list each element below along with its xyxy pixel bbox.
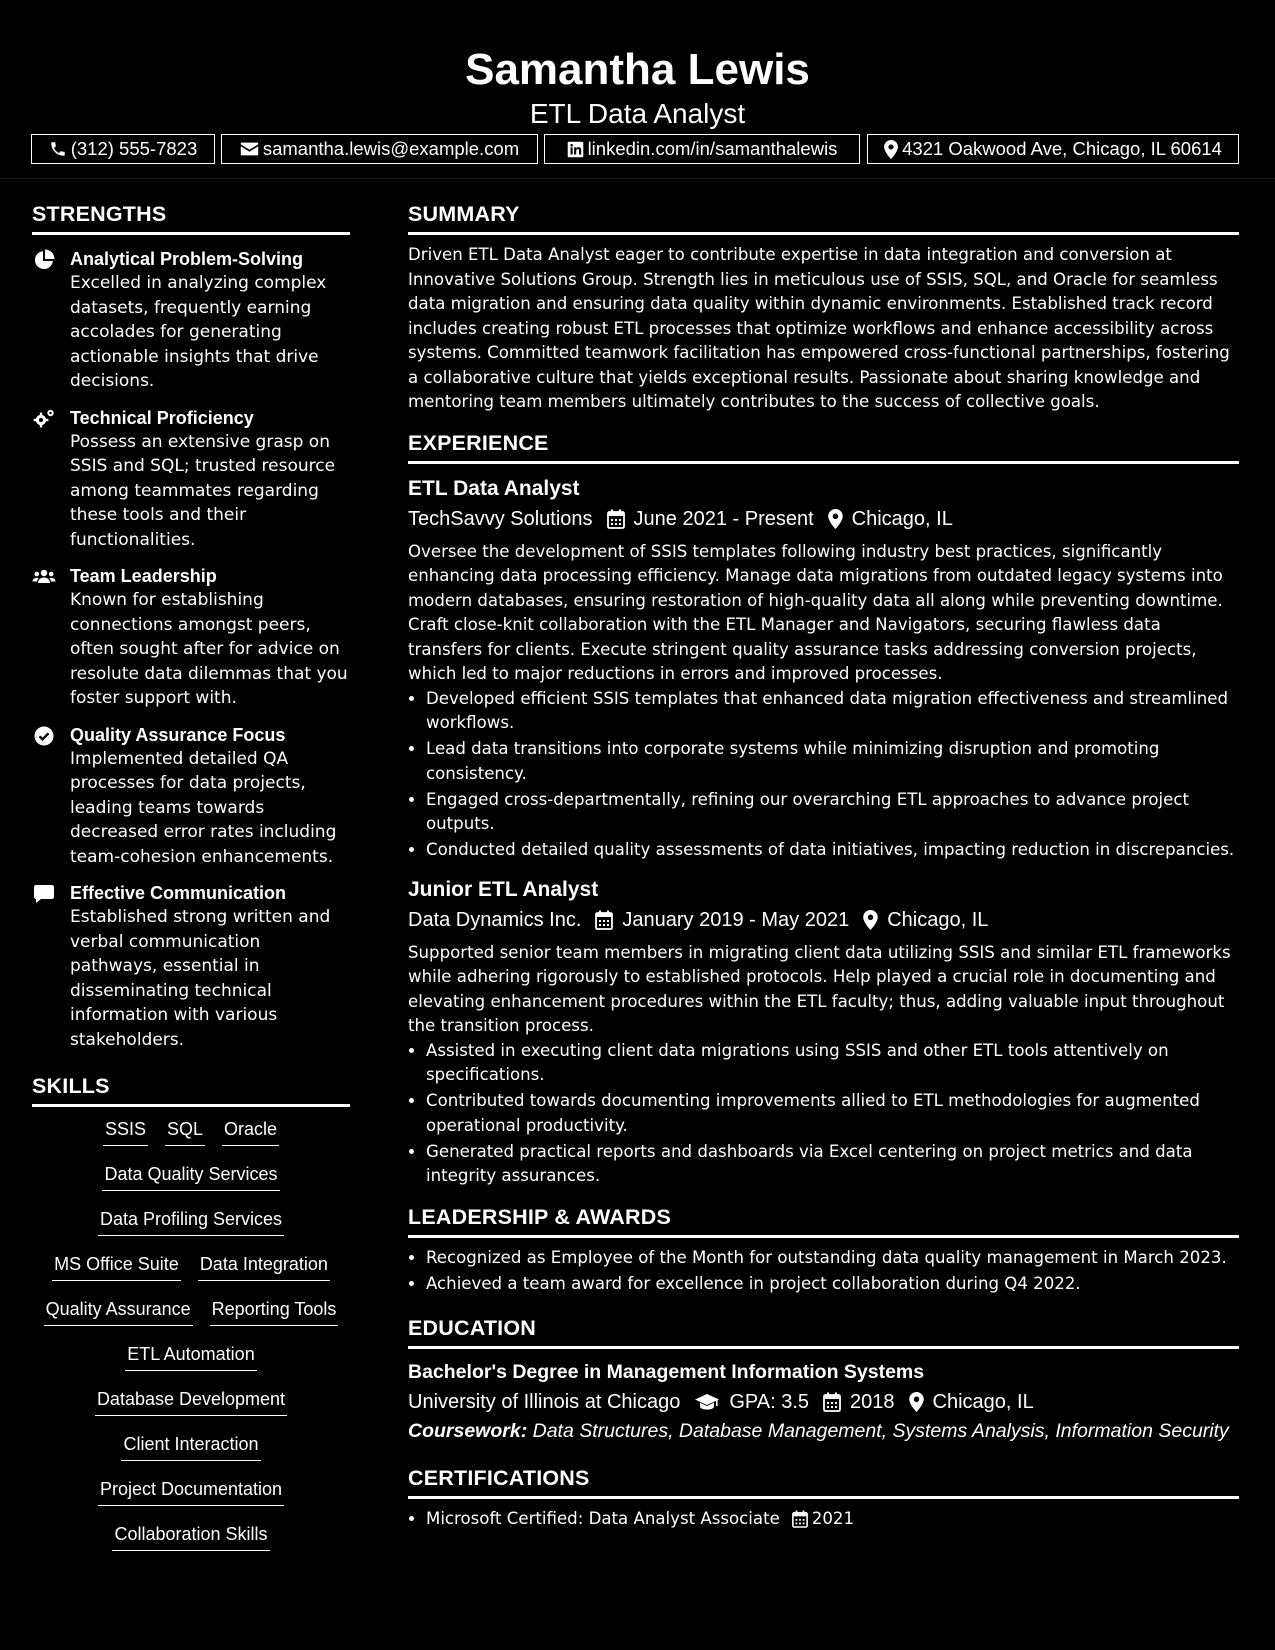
company-name: Data Dynamics Inc. xyxy=(408,908,582,931)
experience-heading: EXPERIENCE xyxy=(408,425,1239,464)
skill-tag: Collaboration Skills xyxy=(112,1522,269,1551)
job-meta xyxy=(408,504,1239,534)
strength-item xyxy=(32,881,350,1052)
strength-item xyxy=(32,247,350,394)
job-dates: January 2019 - May 2021 xyxy=(622,908,850,931)
skill-row xyxy=(32,1432,350,1477)
education-meta xyxy=(408,1387,1239,1417)
map-marker-icon xyxy=(828,509,843,529)
job-bullets xyxy=(408,1039,1239,1189)
job-title: ETL Data Analyst xyxy=(408,476,580,500)
envelope-icon xyxy=(240,141,259,157)
summary-text: Driven ETL Data Analyst eager to contribute expertise in data integration and conversion at Innovative Solutions Group. Strength lies in meticulous use of SSIS, SQL, and Oracle for seamless data migration and ensuring data quality within dynamic environments. Established track record includes creating robust ETL processes that optimize workflows and enhance accessibility across systems. Committed teamwork facilitation has empowered cross-functional partnerships, fostering a collaborative culture that yields exceptional results. Passionate about sharing knowledge and mentoring team members ultimately contributes to the success of collective goals. xyxy=(408,245,1230,411)
strength-text: Established strong written and verbal communication pathways, essential in disseminating technical information with various stakeholders. xyxy=(70,907,331,1050)
skill-tag: ETL Automation xyxy=(125,1342,256,1371)
strength-title: Technical Proficiency xyxy=(70,407,254,428)
education-heading: EDUCATION xyxy=(408,1310,1239,1349)
map-marker-icon xyxy=(863,910,878,930)
degree-title: Bachelor's Degree in Management Information Systems xyxy=(408,1361,925,1383)
skill-row xyxy=(32,1117,350,1162)
calendar-icon xyxy=(792,1510,808,1528)
skill-tag: Data Profiling Services xyxy=(98,1207,284,1236)
school-name: University of Illinois at Chicago xyxy=(408,1391,681,1413)
contact-address[interactable] xyxy=(867,134,1239,164)
left-column xyxy=(32,196,350,1567)
summary-heading: SUMMARY xyxy=(408,196,1239,235)
strength-item xyxy=(32,406,350,553)
coursework xyxy=(408,1419,1239,1444)
skill-row xyxy=(32,1252,350,1297)
strength-text: Excelled in analyzing complex datasets, frequently earning accolades for generating actionable insights that drive decisions. xyxy=(70,273,327,391)
skill-row xyxy=(32,1387,350,1432)
job-bullet: • Contributed towards documenting improvements allied to ETL methodologies for augmented operational productivity. xyxy=(426,1089,1239,1138)
job-location: Chicago, IL xyxy=(887,908,989,931)
contact-bar xyxy=(31,134,1239,164)
skill-tag: Oracle xyxy=(222,1117,279,1146)
job-bullet: • Developed efficient SSIS templates that enhanced data migration effectiveness and streamlined workflows. xyxy=(426,687,1239,736)
certification-item xyxy=(426,1507,1239,1532)
candidate-name: Samantha Lewis xyxy=(465,45,810,94)
certifications-list xyxy=(408,1507,1239,1532)
skill-tag: Database Development xyxy=(95,1387,287,1416)
calendar-icon xyxy=(823,1392,841,1412)
gpa: GPA: 3.5 xyxy=(729,1391,810,1413)
coursework-label: Coursework: xyxy=(408,1420,528,1442)
strengths-heading: STRENGTHS xyxy=(32,196,350,235)
skill-tag: Project Documentation xyxy=(98,1477,284,1506)
strength-title: Effective Communication xyxy=(70,883,287,903)
right-column xyxy=(408,196,1239,1533)
candidate-title: ETL Data Analyst xyxy=(529,98,746,129)
award-item: • Achieved a team award for excellence in project collaboration during Q4 2022. xyxy=(426,1272,1239,1297)
skill-tag: MS Office Suite xyxy=(52,1252,181,1281)
skill-tag: SSIS xyxy=(103,1117,148,1146)
skill-tag: SQL xyxy=(165,1117,205,1146)
cogs-icon xyxy=(32,407,56,431)
skill-row xyxy=(32,1342,350,1387)
contact-email[interactable] xyxy=(221,134,538,164)
graduation-year: 2018 xyxy=(850,1391,895,1413)
strength-item xyxy=(32,723,350,870)
skills-list xyxy=(32,1117,350,1567)
job-entry xyxy=(408,875,1239,1189)
map-marker-icon xyxy=(909,1392,924,1412)
skill-tag: Reporting Tools xyxy=(210,1297,339,1326)
phone-text: (312) 555-7823 xyxy=(70,138,198,159)
strength-text: Known for establishing connections amongst peers, often sought after for advice on resolute data dilemmas that you foster support with. xyxy=(70,590,348,708)
job-dates: June 2021 - Present xyxy=(633,507,814,530)
skill-tag: Data Integration xyxy=(198,1252,330,1281)
job-meta xyxy=(408,905,1239,935)
leadership-list xyxy=(408,1246,1239,1297)
strength-title: Team Leadership xyxy=(70,566,217,586)
comment-icon xyxy=(32,882,56,906)
calendar-icon xyxy=(595,910,613,930)
linkedin-icon xyxy=(567,141,584,158)
job-description: Oversee the development of SSIS templates following industry best practices, significantly enhancing data processing efficiency. Manage data migrations from outdated legacy systems into modern databases, ensuring restoration of high-quality data all along while preventing downtime. Craft close-knit collaboration with the ETL Manager and Navigators, securing flawless data transfers for clients. Execute stringent quality assurance tasks addressing conversion projects, which led to major reductions in errors and improved processes. xyxy=(408,541,1223,683)
resume-header xyxy=(0,0,1275,179)
users-icon xyxy=(32,565,56,589)
award-item: • Recognized as Employee of the Month for outstanding data quality management in March 2023. xyxy=(426,1246,1239,1271)
linkedin-text: linkedin.com/in/samanthalewis xyxy=(587,138,838,159)
skill-tag: Data Quality Services xyxy=(102,1162,279,1191)
contact-phone[interactable] xyxy=(31,134,215,164)
job-bullet: • Assisted in executing client data migrations using SSIS and other ETL tools attentively on specifications. xyxy=(426,1039,1239,1088)
skill-tag: Quality Assurance xyxy=(44,1297,193,1326)
check-circle-icon xyxy=(32,724,56,748)
coursework-list: Data Structures, Database Management, Systems Analysis, Information Security xyxy=(527,1420,1229,1442)
job-bullet: • Lead data transitions into corporate systems while minimizing disruption and promoting consistency. xyxy=(426,737,1239,786)
skill-row xyxy=(32,1522,350,1567)
company-name: TechSavvy Solutions xyxy=(408,507,593,530)
strength-title: Analytical Problem-Solving xyxy=(70,249,304,269)
job-bullet: • Generated practical reports and dashboards via Excel centering on project metrics and data integrity assurances. xyxy=(426,1140,1239,1189)
skills-heading: SKILLS xyxy=(32,1068,350,1107)
certification-year: 2021 xyxy=(811,1508,855,1528)
strength-item xyxy=(32,564,350,711)
contact-linkedin[interactable] xyxy=(544,134,860,164)
job-bullet: • Engaged cross-departmentally, refining our overarching ETL approaches to advance project outputs. xyxy=(426,788,1239,837)
map-marker-icon xyxy=(884,140,898,159)
certifications-heading: CERTIFICATIONS xyxy=(408,1460,1239,1499)
graduation-cap-icon xyxy=(694,1393,720,1411)
job-entry xyxy=(408,474,1239,863)
job-title: Junior ETL Analyst xyxy=(408,877,599,901)
job-location: Chicago, IL xyxy=(851,507,953,530)
school-location: Chicago, IL xyxy=(932,1391,1034,1413)
calendar-icon xyxy=(607,509,625,529)
skill-row xyxy=(32,1162,350,1207)
skill-row xyxy=(32,1297,350,1342)
strength-title: Quality Assurance Focus xyxy=(70,724,286,745)
job-description: Supported senior team members in migrating client data utilizing SSIS and similar ETL frameworks while adhering rigorously to established protocols. Help played a crucial role in documenting and elevating enhancement procedures within the ETL faculty; thus, adding valuable input throughout the transition process. xyxy=(408,942,1231,1035)
job-bullet: • Conducted detailed quality assessments of data initiatives, impacting reduction in discrepancies. xyxy=(426,838,1239,863)
certification-name: • Microsoft Certified: Data Analyst Associate xyxy=(426,1508,780,1528)
email-text: samantha.lewis@example.com xyxy=(262,138,520,159)
pie-chart-icon xyxy=(32,248,56,272)
phone-icon xyxy=(49,140,67,158)
strength-text: Possess an extensive grasp on SSIS and SQL; trusted resource among teammates regarding these tools and their functionalities. xyxy=(70,431,336,550)
leadership-heading: LEADERSHIP & AWARDS xyxy=(408,1199,1239,1238)
skill-tag: Client Interaction xyxy=(121,1432,260,1461)
address-text: 4321 Oakwood Ave, Chicago, IL 60614 xyxy=(902,138,1222,159)
skill-row xyxy=(32,1477,350,1522)
skill-row xyxy=(32,1207,350,1252)
job-bullets xyxy=(408,687,1239,863)
strength-text: Implemented detailed QA processes for data projects, leading teams towards decreased error rates including team-cohesion enhancements. xyxy=(70,748,337,867)
